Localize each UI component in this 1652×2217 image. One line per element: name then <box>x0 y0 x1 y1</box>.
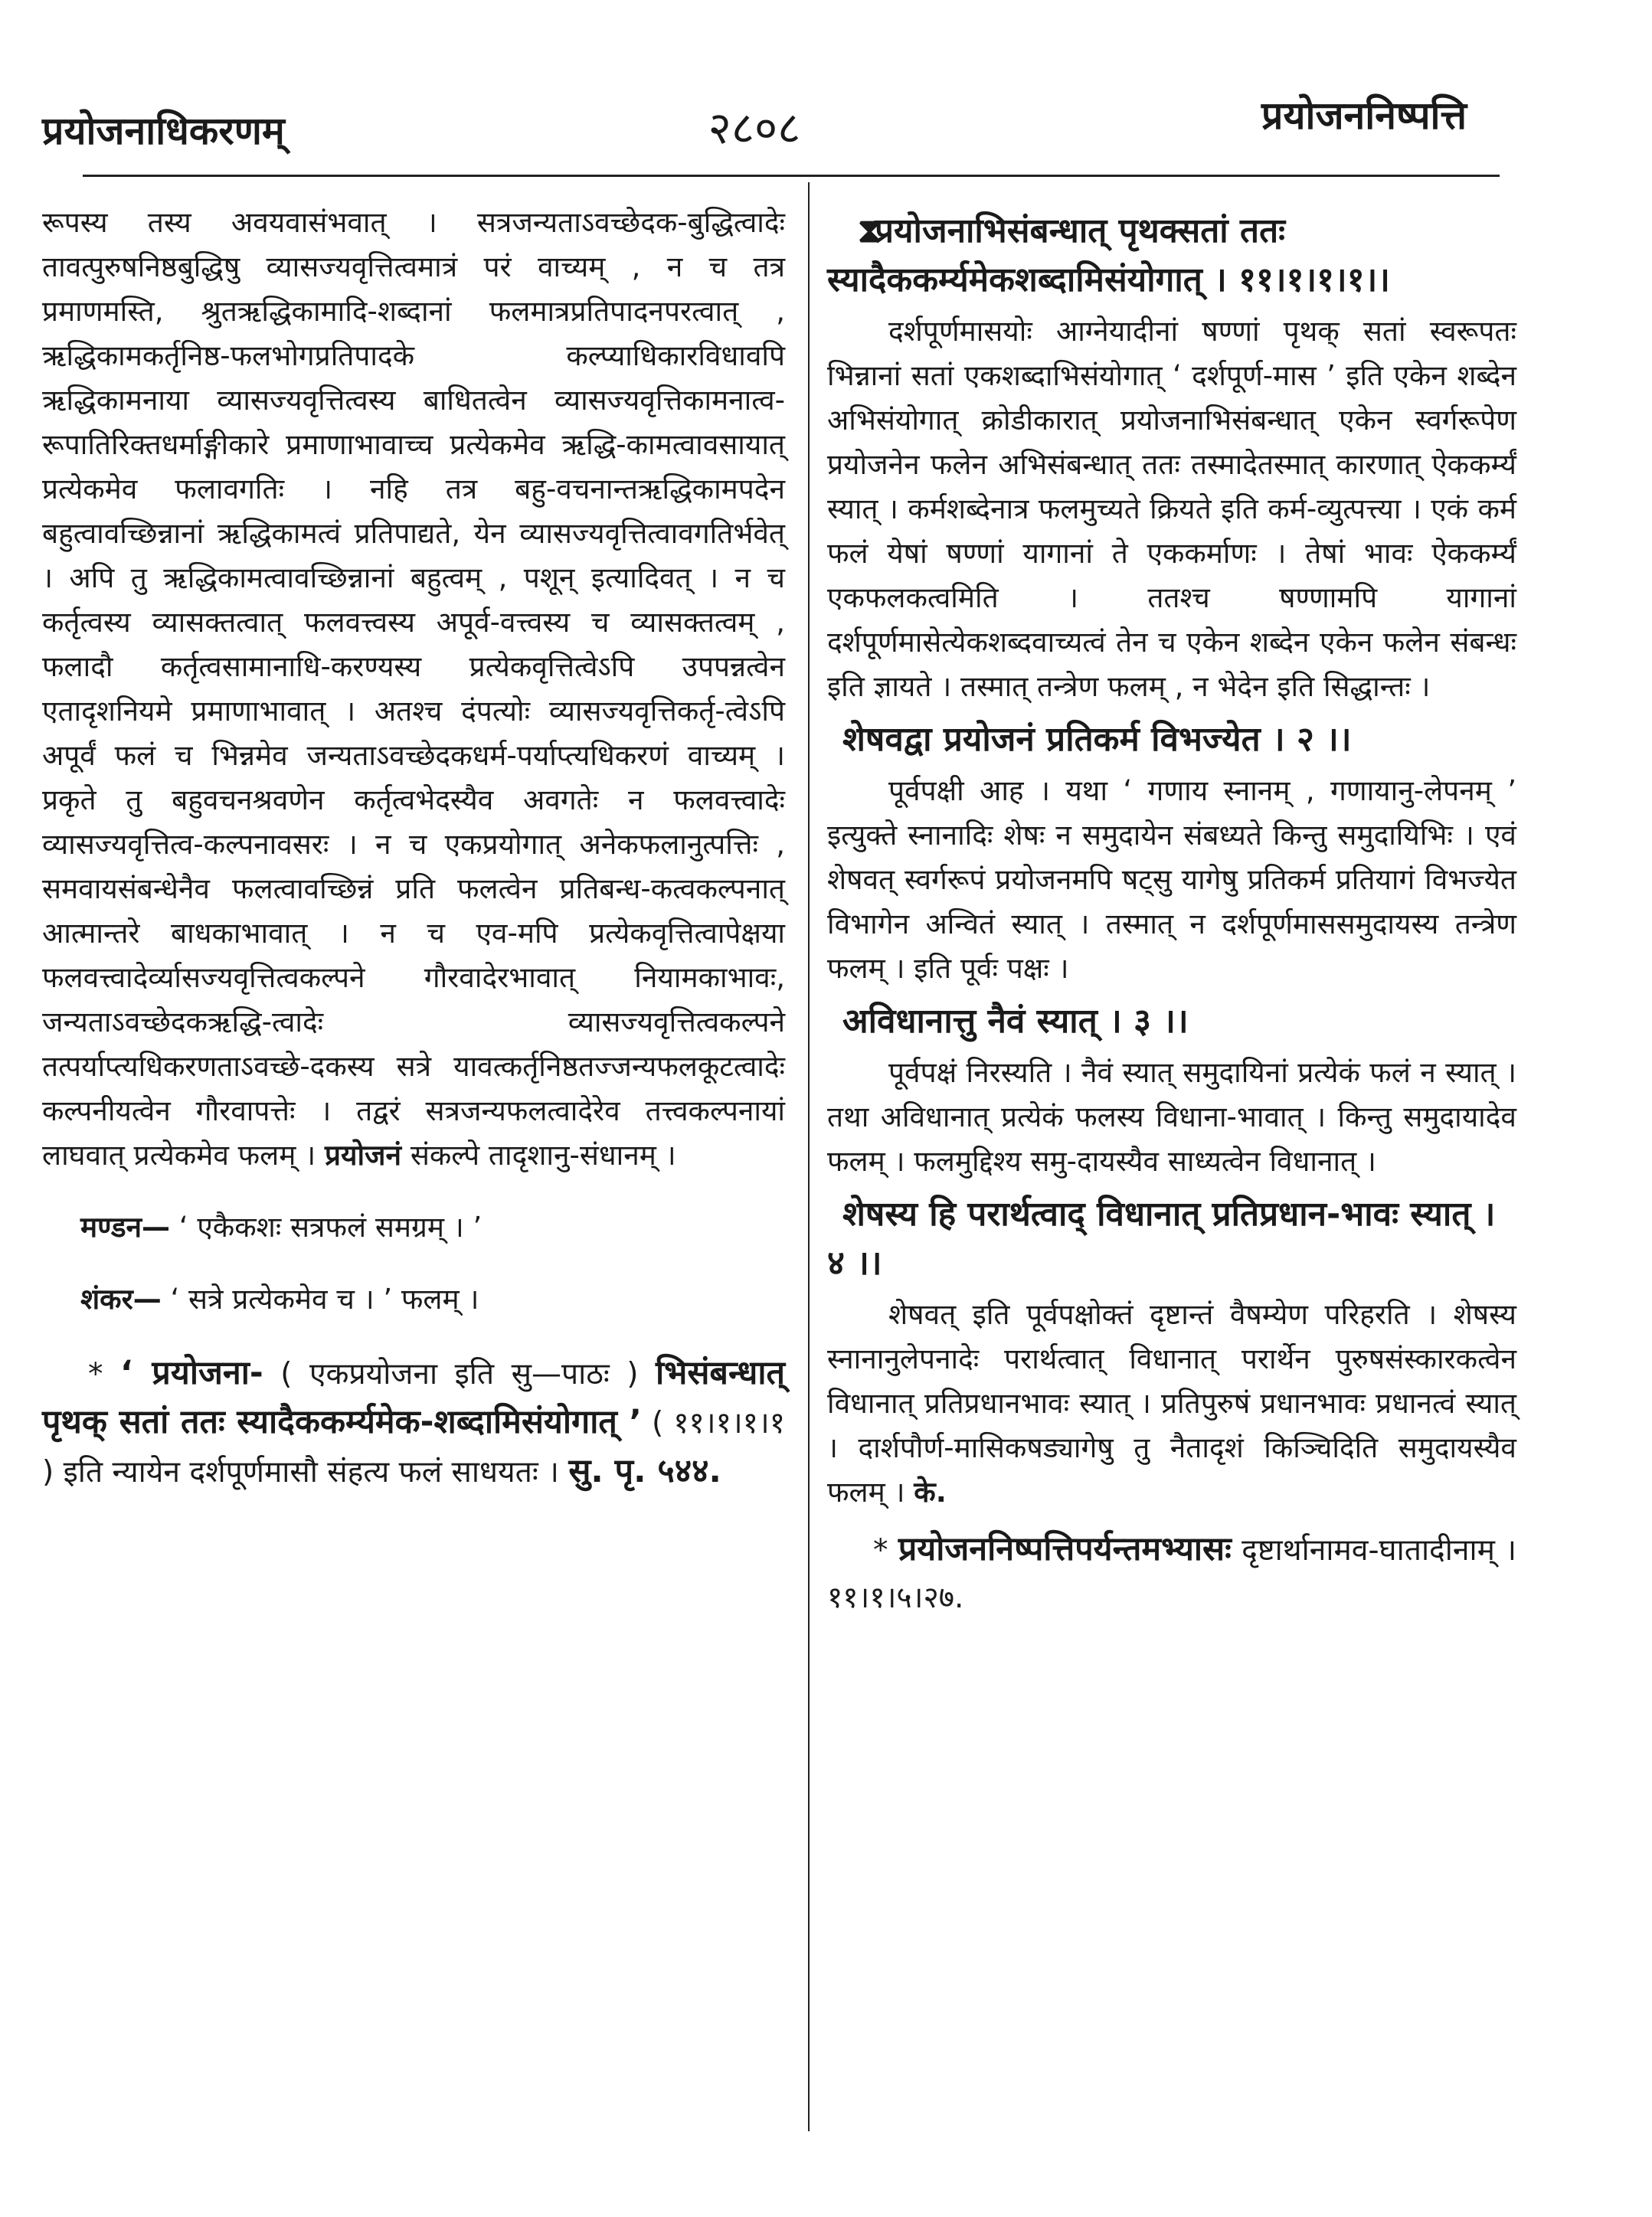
page-header <box>42 73 1467 157</box>
quote-speaker: शंकर— <box>80 1283 162 1316</box>
quote-text: ‘ सत्रे प्रत्येकमेव च । ’ फलम् । <box>170 1283 479 1316</box>
closing-text: संकल्पे तादृशानु-संधानम् । <box>410 1139 676 1172</box>
commentary-2: पूर्वपक्षी आह । यथा ‘ गणाय स्नानम् , गणायानु-लेपनम् ’ इत्युक्ते स्नानादिः शेषः न समुदायेन संबध्यते किन्तु समुदायिभिः । एवं शेषवत् स्वर्गरूपं प्रयोजनमपि षट्सु यागेषु प्रतिकर्म प्रतियागं विभज्येत विभागेन अन्वितं स्यात् । तस्मात् न दर्शपूर्णमाससमुदायस्य तन्त्रेण फलम् । इति पूर्वः पक्षः । <box>827 774 1516 985</box>
page-number: २८०८ <box>708 102 801 154</box>
footnote-tail: ( ११।१।१।१ ) इति न्यायेन दर्शपूर्णमासौ संहत्य फलं साधयतः । <box>42 1406 785 1489</box>
running-head-left: प्रयोजनाधिकरणम् <box>42 109 285 153</box>
left-body-text: रूपस्य तस्य अवयवासंभवात् । सत्रजन्यताऽवच्छेदक-बुद्धित्वादेः तावत्पुरुषनिष्ठबुद्धिषु व्यासज्यवृत्तित्वमात्रं परं वाच्यम् , न च तत्र प्रमाणमस्ति, श्रुतऋद्धिकामादि-शब्दानां फलमात्रप्रतिपादनपरत्वात् , ऋद्धिकामकर्तृनिष्ठ-फलभोगप्रतिपादके कल्प्याधिकारविधावपि ऋद्धिकामनाया व्यासज्यवृत्तित्वस्य बाधितत्वेन व्यासज्यवृत्तिकामनात्व-रूपातिरिक्तधर्माङ्गीकारे प्रमाणाभावाच्च प्रत्येकमेव ऋद्धि-कामत्वावसायात् प्रत्येकमेव फलावगतिः । नहि तत्र बहु-वचनान्तऋद्धिकामपदेन बहुत्वावच्छिन्नानां ऋद्धिकामत्वं प्रतिपाद्यते, येन व्यासज्यवृत्तित्वावगतिर्भवेत् । अपि तु ऋद्धिकामत्वावच्छिन्नानां बहुत्वम् , पशून् इत्यादिवत् । न च कर्तृत्वस्य व्यासक्तत्वात् फलवत्त्वस्य अपूर्व-वत्त्वस्य च व्यासक्तत्वम् , फलादौ कर्तृत्वसामानाधि-करण्यस्य प्रत्येकवृत्तित्वेऽपि उपपन्नत्वेन एतादृशनियमे प्रमाणाभावात् । अतश्च दंपत्योः व्यासज्यवृत्तिकर्तृ-त्वेऽपि अपूर्वं फलं च भिन्नमेव जन्यताऽवच्छेदकधर्म-पर्याप्त्यधिकरणं वाच्यम् । प्रकृते तु बहुवचनश्रवणेन कर्तृत्वभेदस्यैव अवगतेः न फलवत्त्वादेः व्यासज्यवृत्तित्व-कल्पनावसरः । न च एकप्रयोगात् अनेकफलानुत्पत्तिः , समवायसंबन्धेनैव फलत्वावच्छिन्नं प्रति फलत्वेन प्रतिबन्ध-कत्वकल्पनात् आत्मान्तरे बाधकाभावात् । न च एव-मपि प्रत्येकवृत्तित्वापेक्षया फलवत्त्वादेर्व्यासज्यवृत्तित्वकल्पने गौरवादेरभावात् नियामकाभावः, जन्यताऽवच्छेदकऋद्धि-त्वादेः व्यासज्यवृत्तित्वकल्पने तत्पर्याप्त्यधिकरणताऽवच्छे-दकस्य सत्रे यावत्कर्तृनिष्ठतज्जन्यफलकूटत्वादेः कल्पनीयत्वेन गौरवापत्तेः । तद्वरं सत्रजन्यफलत्वादेरेव तत्त्वकल्पनायां लाघवात् प्रत्येकमेव फलम् । <box>42 206 785 1172</box>
spacer <box>42 1322 785 1349</box>
sutra-1 <box>827 207 1516 305</box>
sutra-4: शेषस्य हि परार्थत्वाद् विधानात् प्रतिप्रधान-भावः स्यात् । ४ ।। <box>827 1195 1496 1283</box>
footnote-marker: * <box>88 1357 103 1391</box>
left-main-text <box>42 201 785 1178</box>
column-divider <box>808 182 810 2131</box>
header-rule <box>83 175 1500 177</box>
sutra-3: अविधानात्तु नैवं स्यात् । ३ ।। <box>842 1002 1189 1041</box>
left-footnote <box>42 1349 785 1496</box>
commentary-1: दर्शपूर्णमासयोः आग्नेयादीनां षण्णां पृथक् सतां स्वरूपतः भिन्नानां सतां एकशब्दाभिसंयोगात् ‘ दर्शपूर्ण-मास ’ इति एकेन शब्देन अभिसंयोगात् क्रोडीकारात् प्रयोजनाभिसंबन्धात् एकेन स्वर्गरूपेण प्रयोजनेन फलेन अभिसंबन्धात् ततः तस्मादेतस्मात् कारणात् ऐककर्म्यं स्यात् । कर्मशब्देनात्र फलमुच्यते क्रियते इति कर्म-व्युत्पत्त्या । एकं कर्म फलं येषां षण्णां यागानां ते एककर्माणः । तेषां भावः ऐककर्म्यं एकफलकत्वमिति । ततश्च षण्णामपि यागानां दर्शपूर्णमासेत्येकशब्दवाच्यत्वं तेन च एकेन शब्देन एकेन फलेन संबन्धः इति ज्ञायते । तस्मात् तन्त्रेण फलम् , न भेदेन इति सिद्धान्तः । <box>827 315 1516 703</box>
hourglass-icon: ⧗ <box>858 211 882 250</box>
right-column <box>827 201 1516 1622</box>
sutra-text: प्रयोजनाभिसंबन्धात् पृथक्सतां ततः स्यादैककर्म्यमेकशब्दामिसंयोगात् । ११।१।१।१।। <box>827 211 1390 299</box>
left-column <box>42 201 785 1496</box>
spacer <box>827 1515 1516 1525</box>
commentary-3: पूर्वपक्षं निरस्यति । नैवं स्यात् समुदायिनां प्रत्येकं फलं न स्यात् । तथा अविधानात् प्रत्येकं फलस्य विधाना-भावात् । किन्तु समुदायादेव फलम् । फलमुद्दिश्य समु-दायस्यैव साध्यत्वेन विधानात् । <box>827 1056 1516 1178</box>
footnote-variant: ( एकप्रयोजना इति सु—पाठः ) <box>280 1357 639 1391</box>
spacer <box>42 1250 785 1277</box>
footnote-reference: सु. पृ. ५४४. <box>568 1452 721 1490</box>
quote-mandana <box>42 1205 785 1250</box>
quote-shankara <box>42 1277 785 1322</box>
closing-label: प्रयोजनं <box>324 1139 402 1172</box>
author-sign: के. <box>914 1476 947 1509</box>
commentary-4 <box>827 1293 1516 1515</box>
quote-speaker: मण्डन— <box>80 1211 171 1244</box>
sutra-2: शेषवद्वा प्रयोजनं प्रतिकर्म विभज्येत । २ ।। <box>842 720 1352 759</box>
footnote-sutra: भिसंबन्धात् पृथक् सतां ततः स्यादैककर्म्यमेक-शब्दामिसंयोगात् ’ <box>42 1354 785 1441</box>
footnote-label: प्रयोजननिष्पत्तिपर्यन्तमभ्यासः <box>898 1530 1232 1568</box>
footnote-text: दृष्टार्थानामव-घातादीनाम् । ११।१।५।२७. <box>827 1533 1516 1615</box>
spacer <box>42 1178 785 1205</box>
quote-text: ‘ एकैकशः सत्रफलं समग्रम् । ’ <box>178 1211 483 1244</box>
footnote-intro: ‘ प्रयोजना- <box>120 1354 263 1392</box>
right-footnote <box>827 1525 1516 1622</box>
commentary-4-text: शेषवत् इति पूर्वपक्षोक्तं दृष्टान्तं वैषम्येण परिहरति । शेषस्य स्नानानुलेपनादेः परार्थत्वात् विधानात् परार्थेन पुरुषसंस्कारकत्वेन विधानात् प्रतिप्रधानभावः स्यात् । प्रतिपुरुषं प्रधानभावः प्रधानत्वं स्यात् । दार्शपौर्ण-मासिकषड्यागेषु तु नैतादृशं किञ्चिदिति समुदायस्यैव फलम् । <box>827 1298 1516 1509</box>
footnote-marker: * <box>873 1533 888 1568</box>
running-head-right: प्रयोजननिष्पत्ति <box>1261 93 1467 138</box>
